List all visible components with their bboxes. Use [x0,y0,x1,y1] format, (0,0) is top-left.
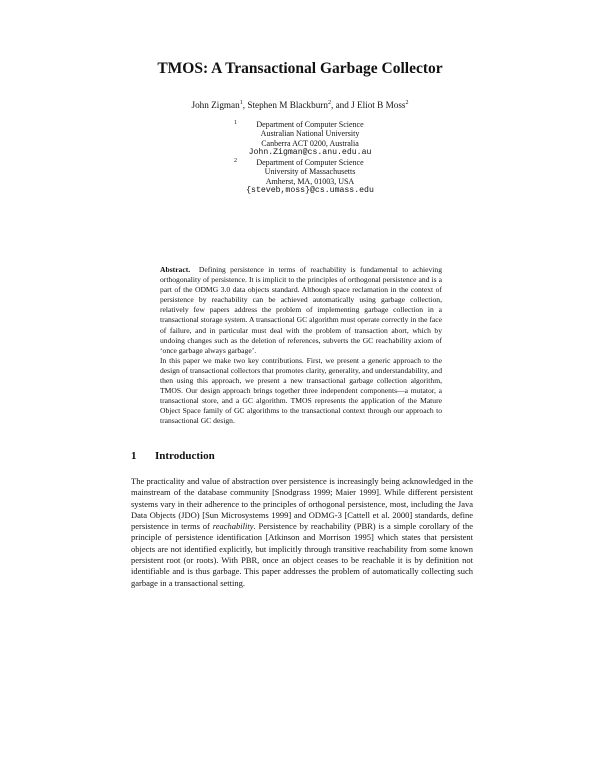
author-mark: 2 [405,99,409,106]
author-name: Stephen M Blackburn [247,100,328,110]
affiliation-email: John.Zigman@cs.anu.edu.au [248,147,372,157]
abstract-paragraph-1 [160,265,442,356]
affiliation-line: Australian National University [260,129,360,139]
author-separator: , [242,100,248,110]
abstract-label: Abstract. [160,265,191,274]
affiliation-line: Department of Computer Science [256,158,364,167]
emphasis-reachability: reachability [212,521,254,532]
author-name: John Zigman [191,100,240,110]
author-mark: 2 [327,99,331,106]
abstract-text: Defining persistence in terms of reachability is fundamental to achieving orthogonality of persistence. It is implicit to the principles of orthogonal persistence and is a part of the ODMG 3.0 data objects standard. Although space reclamation in the context of persistence by reachability can be achieved automatically using garbage collection, relatively few papers address the problem of implementing garbage collection in a transactional storage system. A transactional GC algorithm must operate correctly in the face of failure, and in particular must deal with the problem of transaction abort, which by undoing changes such as the deletion of references, subverts the GC reachability axiom of ‘once garbage always garbage’. [160,265,443,355]
affiliation-line: University of Massachusetts [264,167,356,177]
affiliation-line: Canberra ACT 0200, Australia [261,138,359,148]
affiliation-anu [230,120,390,157]
author-name: J Eliot B Moss [351,100,406,110]
affiliation-email: {steveb,moss}@cs.umass.edu [246,185,374,195]
author-line [0,100,600,110]
section-number: 1 [131,450,137,462]
affiliation-umass [230,158,390,195]
section-heading [131,450,215,462]
section-title: Introduction [155,450,215,462]
body-text: The practicality and value of abstraction over persistence is increasingly being acknowledged in the mainstream of the database community [Snodgrass 1999; Maier 1999]. While different persistent systems vary in their adherence to the principles of orthogonal persistence, most, including the Java Data Objects (JDO) [Sun Microsystems 1999] and ODMG-3 [Cattell et al. 2000] standards, define persistence in terms of [131,476,473,532]
introduction-paragraph [131,476,473,589]
abstract-paragraph-2: In this paper we make two key contributions. First, we present a generic approach to the design of transactional collectors that promotes clarity, generality, and understandability, and then using this approach, we present a new transactional garbage collection algorithm, TMOS. Our design approach brings together three independent components—a mutator, a transactional store, and a GC algorithm. TMOS represents the application of the Mature Object Space family of GC algorithms to the transactional context through our approach to transactional GC design. [160,355,442,426]
affiliation-mark: 2 [234,158,237,164]
abstract [160,265,442,427]
affiliation-mark: 1 [234,120,237,126]
author-separator: , and [330,100,352,110]
affiliation-line: Department of Computer Science [256,120,364,129]
body-text: . Persistence by reachability (PBR) is a simple corollary of the principle of persistence identification [Atkinson and Morrison 1995] which states that persistent objects are not identified explicitly, but implicitly through transitive reachability from some known persistent root (or roots). With PBR, once an object ceases to be reachable it is by definition not identifiable and is thus garbage. This paper addresses the problem of automatically collecting such garbage in a transactional setting. [131,521,473,588]
author-mark: 1 [239,99,243,106]
affiliation-line: Amherst, MA, 01003, USA [265,176,355,186]
paper-title: TMOS: A Transactional Garbage Collector [157,60,443,77]
